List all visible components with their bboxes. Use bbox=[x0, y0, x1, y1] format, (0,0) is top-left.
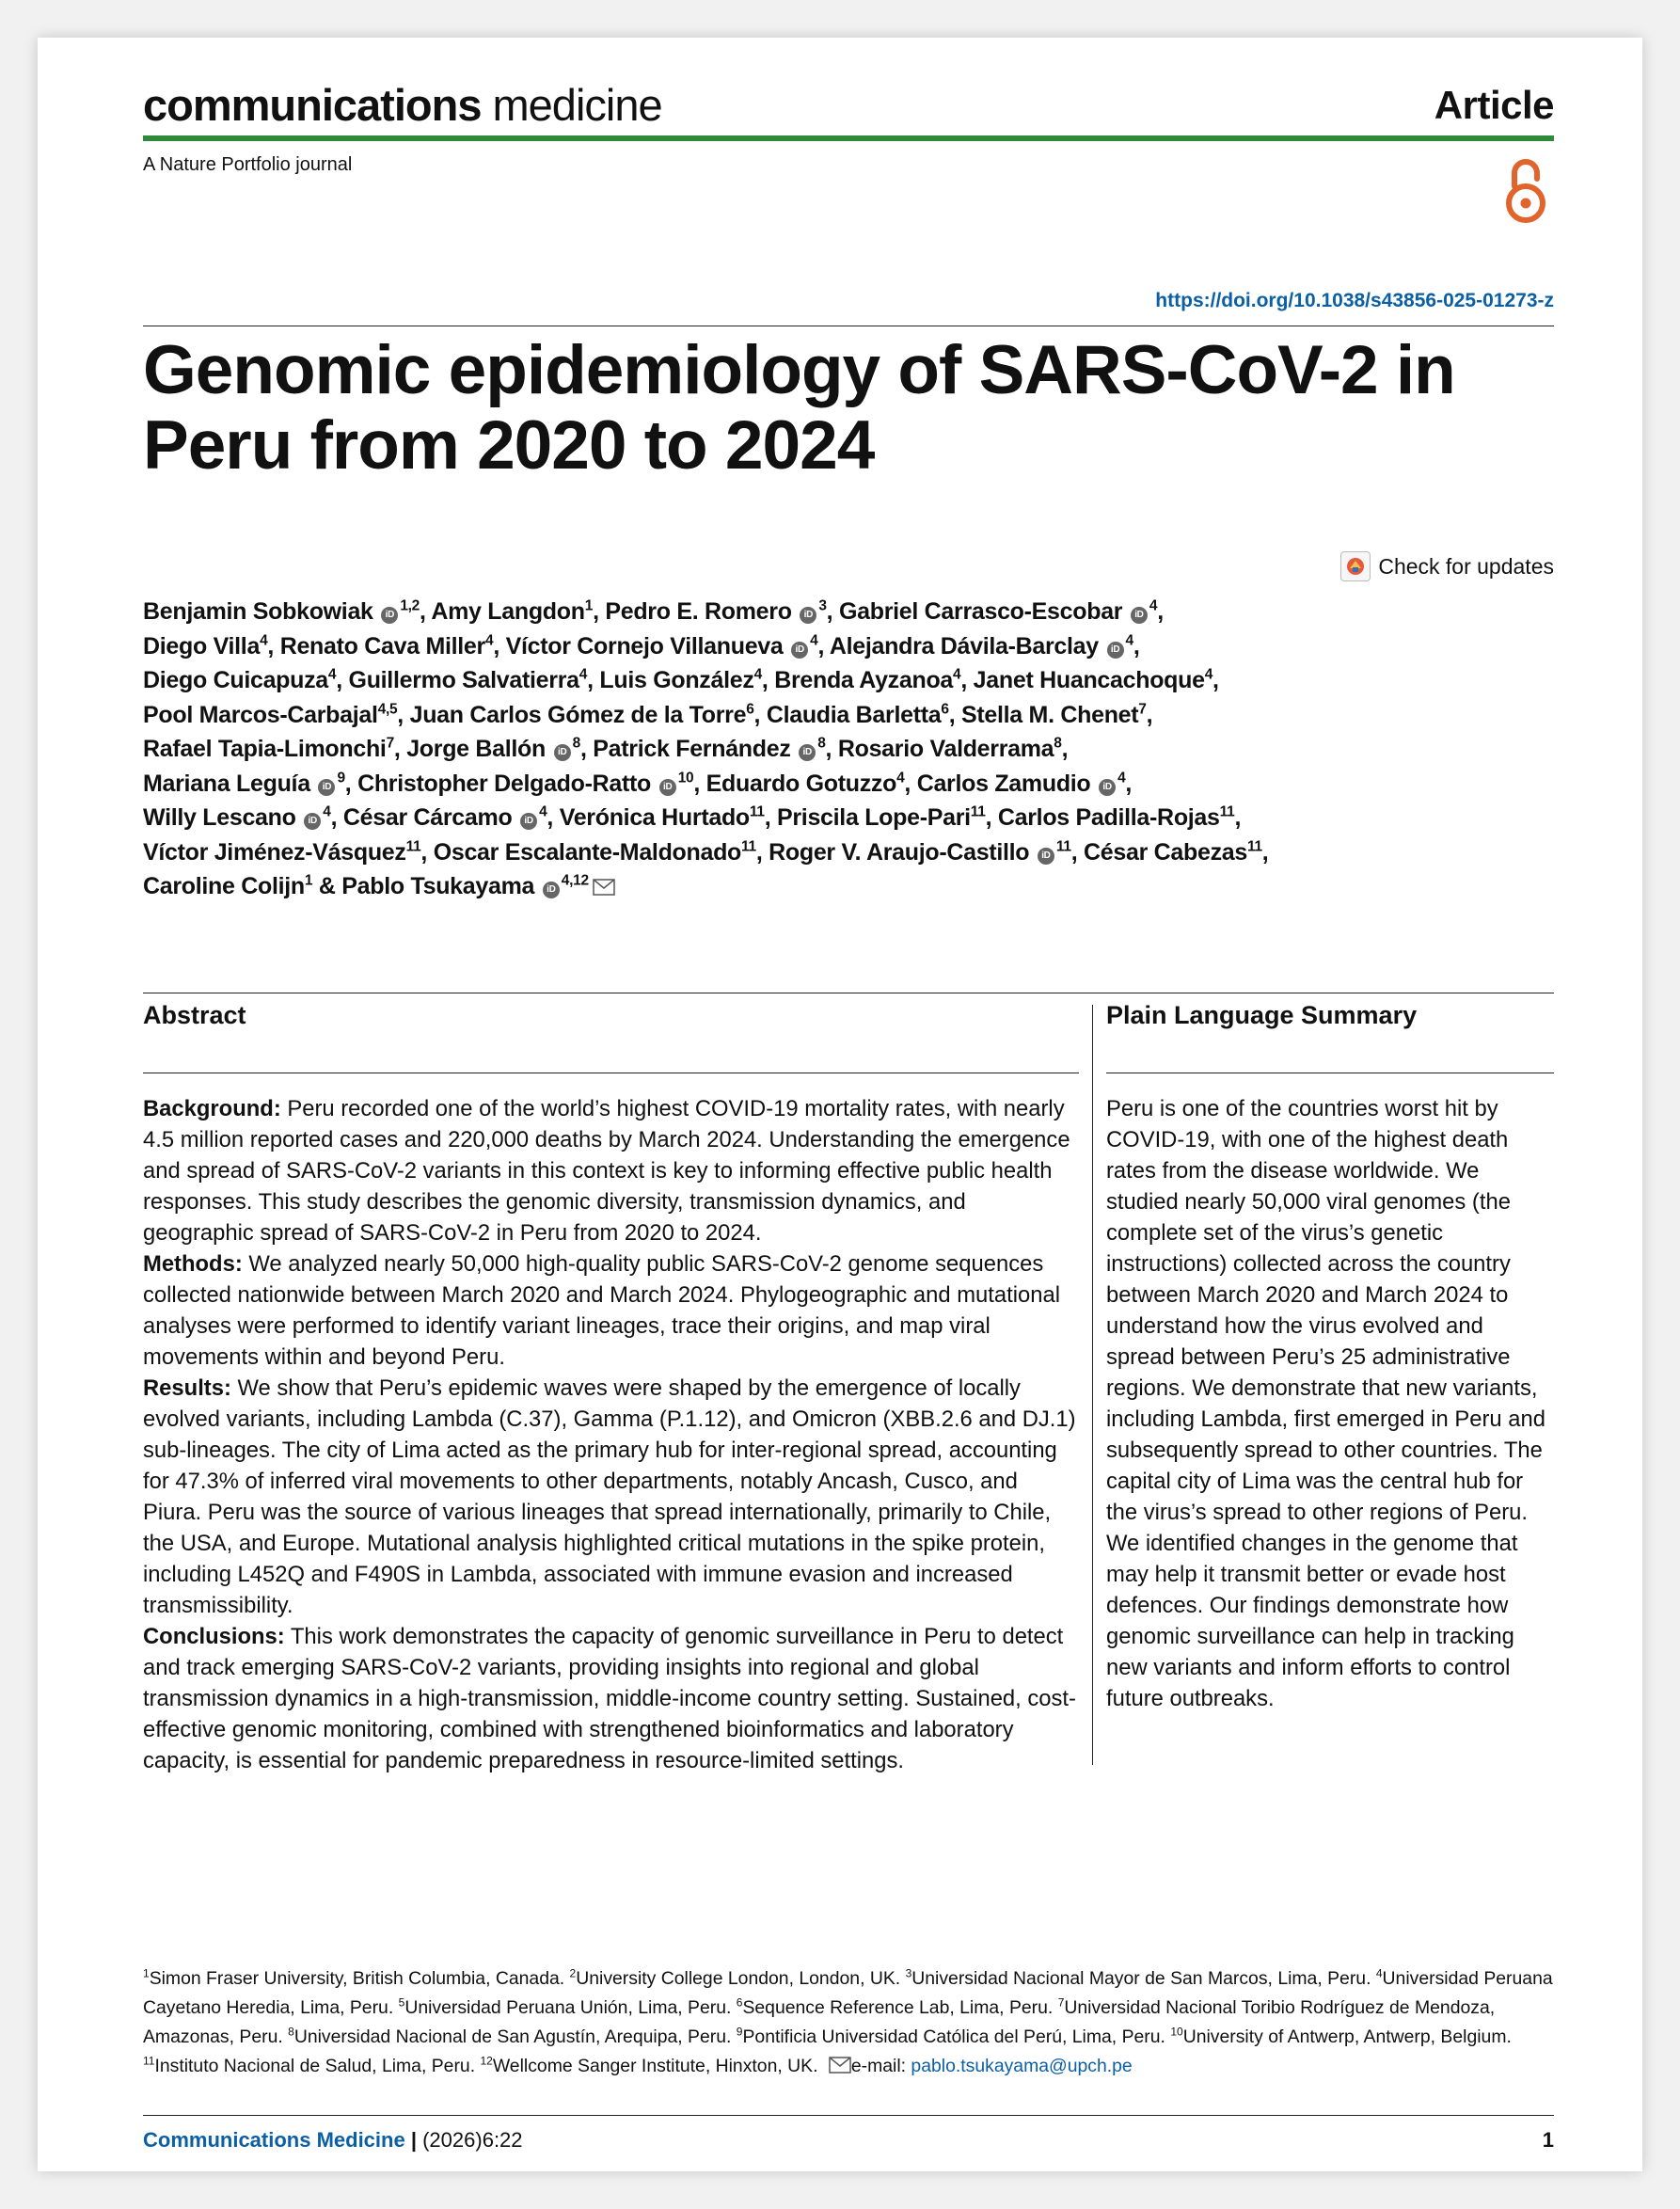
article-type-label: Article bbox=[1434, 83, 1554, 127]
affiliation-text: Universidad Peruana Cayetano Heredia, Lima, Peru. bbox=[143, 1968, 1553, 2018]
author-name[interactable]: Mariana Leguía bbox=[143, 770, 310, 797]
affiliation-superscript: 8 bbox=[817, 735, 826, 752]
affiliations bbox=[143, 1964, 1554, 2081]
orcid-icon[interactable]: iD bbox=[659, 779, 676, 796]
author-name[interactable]: Carlos Padilla-Rojas bbox=[997, 804, 1220, 831]
author-name[interactable]: Víctor Jiménez-Vásquez bbox=[143, 838, 406, 866]
affiliation-superscript: 6 bbox=[746, 701, 754, 718]
page-number: 1 bbox=[1542, 2128, 1554, 2152]
affiliation-text: Wellcome Sanger Institute, Hinxton, UK. bbox=[492, 2056, 823, 2076]
affiliation-superscript: 11 bbox=[1219, 803, 1235, 820]
affiliation-superscript: 11 bbox=[749, 803, 765, 820]
header-rule bbox=[143, 135, 1554, 141]
abstract-results: Results: We show that Peru’s epidemic waves were shaped by the emergence of locally evolved variants, including Lambda (C.37), Gamma (P.1.12), and Omicron (XBB.2.6 and DJ.1) sub-lineages. The city of Lima acted as the primary hub for inter-regional spread, accounting for 47.3% of inferred viral movements to other departments, notably Ancash, Cusco, and Piura. Peru was the source of various lineages that spread internationally, primarily to Chile, the USA, and Europe. Mutational analysis highlighted critical mutations in the spike protein, including L452Q and F490S in Lambda, associated with immune evasion and increased transmissibility. bbox=[143, 1375, 1076, 1618]
author-name[interactable]: Claudia Barletta bbox=[766, 701, 942, 728]
footer-journal: Communications Medicine bbox=[143, 2128, 405, 2152]
affiliation-number: 5 bbox=[398, 1995, 405, 2010]
orcid-icon[interactable]: iD bbox=[554, 744, 571, 761]
abstract-body bbox=[143, 1093, 1079, 1776]
author-name[interactable]: Janet Huancachoque bbox=[973, 667, 1205, 693]
author-line: Caroline Colijn$^1$ & Pablo Tsukayama iD$^{4,12}$ bbox=[143, 869, 1554, 904]
affiliation-superscript: 11 bbox=[405, 838, 421, 855]
affiliation-text: Instituto Nacional de Salud, Lima, Peru. bbox=[154, 2056, 481, 2076]
author-name[interactable]: Diego Villa bbox=[143, 632, 261, 660]
affiliation-superscript: 4 bbox=[953, 666, 961, 683]
affiliation-superscript: 8 bbox=[1054, 735, 1062, 752]
affiliation-superscript: 4 bbox=[484, 632, 494, 649]
affiliation-number: 10 bbox=[1170, 2025, 1183, 2039]
author-line: Pool Marcos-Carbajal$^{4,5}$, Juan Carlos Gómez de la Torre$^6$, Claudia Barletta$^6$, Stella M. Chenet$^7$, bbox=[143, 701, 1153, 728]
abstract-methods: Methods: We analyzed nearly 50,000 high-quality public SARS-CoV-2 genome sequences collected nationwide between March 2020 and March 2024. Phylogeographic and mutational analyses were performed to identify variant lineages, trace their origins, and map viral movements within and beyond Peru. bbox=[143, 1251, 1060, 1370]
affiliation-number: 11 bbox=[143, 2054, 155, 2068]
affiliation-text: University of Antwerp, Antwerp, Belgium. bbox=[1182, 2026, 1512, 2047]
affiliation-superscript: 4 bbox=[1204, 666, 1213, 683]
orcid-icon[interactable]: iD bbox=[791, 642, 808, 659]
abstract-heading: Abstract bbox=[143, 1001, 246, 1029]
affiliation-text: University College London, London, UK. bbox=[576, 1968, 906, 1989]
envelope-icon bbox=[829, 2057, 851, 2074]
author-name[interactable]: Juan Carlos Gómez de la Torre bbox=[409, 701, 747, 728]
author-name[interactable]: Diego Cuicapuza bbox=[143, 667, 328, 693]
affiliation-superscript: 9 bbox=[337, 770, 345, 787]
affiliation-superscript: 11 bbox=[1055, 838, 1071, 855]
affiliation-number: 3 bbox=[905, 1966, 912, 1980]
plain-summary-body: Peru is one of the countries worst hit by COVID-19, with one of the highest death rates from the disease worldwide. We studied nearly 50,000 viral genomes (the complete set of the virus’s genetic instructions) collected across the country between March 2020 and March 2024 to understand how the virus evolved and spread between Peru’s 25 administrative regions. We demonstrate that new variants, including Lambda, first emerged in Peru and subsequently spread to other countries. The capital city of Lima was the central hub for the virus’s spread to other regions of Peru. We identified changes in the genome that may help it transmit better or evade host defences. Our findings demonstrate how genomic surveillance can help in tracking new variants and inform efforts to control future outbreaks. bbox=[1106, 1096, 1545, 1711]
affiliation-text: Universidad Nacional Mayor de San Marcos, Lima, Peru. bbox=[911, 1968, 1376, 1989]
author-name[interactable]: Pablo Tsukayama bbox=[341, 873, 535, 899]
author-name[interactable]: Carlos Zamudio bbox=[916, 770, 1091, 797]
check-updates-label: Check for updates bbox=[1378, 553, 1554, 579]
footer-citation: Communications Medicine | (2026)6:22 bbox=[143, 2128, 523, 2152]
affiliation-superscript: 3 bbox=[818, 597, 827, 614]
affiliation-superscript: 11 bbox=[1246, 838, 1262, 855]
author-name[interactable]: Benjamin Sobkowiak bbox=[143, 598, 373, 625]
author-line: Víctor Jiménez-Vásquez$^{11}$, Oscar Escalante-Maldonado$^{11}$, Roger V. Araujo-Castillo $iD^{11}$, César Cabezas$^{11}$, bbox=[143, 838, 1269, 866]
author-name[interactable]: Pedro E. Romero bbox=[605, 598, 792, 625]
author-name[interactable]: Alejandra Dávila-Barclay bbox=[829, 632, 1099, 660]
author-name[interactable]: Rosario Valderrama bbox=[837, 736, 1054, 762]
affiliation-superscript: 4 bbox=[896, 770, 905, 787]
affiliation-superscript: 6 bbox=[941, 701, 949, 718]
paper-page bbox=[38, 38, 1642, 2171]
author-name[interactable]: César Cabezas bbox=[1084, 838, 1247, 866]
affiliation-text: Sequence Reference Lab, Lima, Peru. bbox=[742, 1997, 1058, 2018]
author-name[interactable]: Christopher Delgado-Ratto bbox=[357, 770, 652, 797]
affiliation-number: 6 bbox=[736, 1995, 743, 2010]
author-name[interactable]: Luis González bbox=[599, 667, 754, 693]
orcid-icon[interactable]: iD bbox=[304, 813, 321, 830]
author-name[interactable]: Oscar Escalante-Maldonado bbox=[433, 838, 742, 866]
affiliation-number: 8 bbox=[288, 2025, 294, 2039]
affiliation-superscript: 1 bbox=[584, 597, 594, 614]
author-name[interactable]: Stella M. Chenet bbox=[961, 701, 1139, 728]
affiliation-superscript: 4 bbox=[578, 666, 588, 683]
author-line: Rafael Tapia-Limonchi$^7$, Jorge Ballón $iD^8$, Patrick Fernández $iD^8$, Rosario Valderrama$^8$, bbox=[143, 735, 1069, 762]
affiliation-superscript: 1,2 bbox=[400, 597, 420, 614]
author-name[interactable]: Víctor Cornejo Villanueva bbox=[505, 632, 784, 660]
author-name[interactable]: Willy Lescano bbox=[143, 804, 296, 831]
affiliation-superscript: 11 bbox=[741, 838, 756, 855]
affiliation-superscript: 10 bbox=[677, 770, 694, 787]
affiliation-superscript: 7 bbox=[386, 735, 394, 752]
affiliation-superscript: 4 bbox=[539, 803, 547, 820]
affiliation-superscript: 8 bbox=[572, 735, 580, 752]
author-name[interactable]: Brenda Ayzanoa bbox=[774, 667, 954, 693]
affiliation-text: Simon Fraser University, British Columbia, Canada. bbox=[149, 1968, 570, 1989]
abstract-background: Background: Peru recorded one of the world’s highest COVID-19 mortality rates, with nearly 4.5 million reported cases and 220,000 deaths by March 2024. Understanding the emergence and spread of SARS-CoV-2 variants in this context is key to informing effective public health responses. This study describes the genomic diversity, transmission dynamics, and geographic spread of SARS-CoV-2 in Peru from 2020 to 2024. bbox=[143, 1096, 1070, 1246]
affiliation-superscript: 4 bbox=[323, 803, 331, 820]
author-name[interactable]: Priscila Lope-Pari bbox=[777, 804, 971, 831]
envelope-icon[interactable] bbox=[593, 879, 615, 896]
doi-link[interactable]: https://doi.org/10.1038/s43856-025-01273-z bbox=[1155, 290, 1554, 311]
affiliation-number: 12 bbox=[480, 2054, 493, 2068]
author-line: Mariana Leguía $iD^9$, Christopher Delgado-Ratto $iD^{10}$, Eduardo Gotuzzo$^4$, Carlos Zamudio $iD^4$, bbox=[143, 770, 1133, 797]
author-name[interactable]: César Cárcamo bbox=[342, 804, 513, 831]
affiliation-number: 4 bbox=[1375, 1966, 1383, 1980]
affiliation-number: 1 bbox=[143, 1966, 150, 1980]
column-divider bbox=[1092, 1005, 1093, 1765]
orcid-icon[interactable]: iD bbox=[1099, 779, 1116, 796]
affiliation-text: Universidad Nacional Toribio Rodríguez de Mendoza, Amazonas, Peru. bbox=[143, 1997, 1496, 2047]
affiliation-superscript: 4 bbox=[1125, 632, 1133, 649]
open-access-icon bbox=[1503, 154, 1548, 226]
orcid-icon[interactable]: iD bbox=[800, 607, 816, 624]
author-line: Willy Lescano $iD^4$, César Cárcamo $iD^4$, Verónica Hurtado$^{11}$, Priscila Lope-Pari$^{11}$, Carlos Padilla-Rojas$^{11}$, bbox=[143, 803, 1242, 831]
author-name[interactable]: Patrick Fernández bbox=[593, 736, 791, 762]
orcid-icon[interactable]: iD bbox=[543, 882, 560, 898]
affiliation-superscript: 4 bbox=[260, 632, 268, 649]
footer-volume: (2026)6:22 bbox=[422, 2128, 523, 2152]
page-title: Genomic epidemiology of SARS-CoV-2 in Peru from 2020 to 2024 bbox=[143, 332, 1455, 484]
affiliation-superscript: 4 bbox=[753, 666, 762, 683]
affiliation-superscript: 7 bbox=[1138, 701, 1147, 718]
author-name[interactable]: Eduardo Gotuzzo bbox=[705, 770, 897, 797]
orcid-icon[interactable]: iD bbox=[799, 744, 816, 761]
author-name[interactable]: Renato Cava Miller bbox=[279, 632, 485, 660]
footer-rule bbox=[143, 2115, 1554, 2116]
affiliation-superscript: 4 bbox=[1117, 770, 1126, 787]
email-label: e-mail: bbox=[850, 2056, 907, 2076]
orcid-icon[interactable]: iD bbox=[318, 779, 335, 796]
author-name[interactable]: Jorge Ballón bbox=[406, 736, 547, 762]
affiliation-number: 7 bbox=[1057, 1995, 1065, 2010]
author-name[interactable]: Rafael Tapia-Limonchi bbox=[143, 736, 387, 762]
affiliation-superscript: 1 bbox=[304, 872, 313, 889]
affiliation-superscript: 4 bbox=[327, 666, 337, 683]
author-line: Benjamin Sobkowiak iD$^{1,2}$, Amy Langdon$^1$, Pedro E. Romero $iD^3$, Gabriel Carrasco-Escobar $iD^4$, bbox=[143, 597, 1164, 625]
affiliation-superscript: 4,12 bbox=[561, 872, 589, 889]
orcid-icon[interactable]: iD bbox=[520, 813, 537, 830]
author-name[interactable]: Verónica Hurtado bbox=[559, 804, 750, 831]
affiliation-text: Universidad Peruana Unión, Lima, Peru. bbox=[404, 1997, 737, 2018]
author-name[interactable]: Pool Marcos-Carbajal bbox=[143, 701, 378, 728]
author-line: Diego Villa$^4$, Renato Cava Miller$^4$, Víctor Cornejo Villanueva $iD^4$, Alejandra Dávila-Barclay $iD^4$, bbox=[143, 632, 1140, 660]
affiliation-text: Universidad Nacional de San Agustín, Arequipa, Peru. bbox=[293, 2026, 737, 2047]
affiliation-superscript: 4 bbox=[810, 632, 818, 649]
author-list bbox=[143, 595, 1554, 904]
abstract-conclusions: Conclusions: This work demonstrates the capacity of genomic surveillance in Peru to detect and track emerging SARS-CoV-2 variants, providing insights into regional and global transmission dynamics in a high-transmission, middle-income country setting. Sustained, cost-effective genomic monitoring, combined with strengthened bioinformatics and laboratory capacity, is essential for pandemic preparedness in resource-limited settings. bbox=[143, 1624, 1076, 1773]
plain-summary-heading: Plain Language Summary bbox=[1106, 1001, 1418, 1029]
author-name[interactable]: Guillermo Salvatierra bbox=[348, 667, 579, 693]
portfolio-label: A Nature Portfolio journal bbox=[143, 154, 353, 175]
orcid-icon[interactable]: iD bbox=[1131, 607, 1148, 624]
affiliation-superscript: 4,5 bbox=[377, 701, 398, 718]
orcid-icon[interactable]: iD bbox=[381, 607, 398, 624]
author-name[interactable]: Roger V. Araujo-Castillo bbox=[769, 838, 1030, 866]
affiliation-number: 9 bbox=[736, 2025, 743, 2039]
affiliation-number: 2 bbox=[569, 1966, 577, 1980]
email-link[interactable]: pablo.tsukayama@upch.pe bbox=[911, 2056, 1133, 2076]
author-line: Diego Cuicapuza$^4$, Guillermo Salvatierra$^4$, Luis González$^4$, Brenda Ayzanoa$^4$, Janet Huancachoque$^4$, bbox=[143, 666, 1219, 693]
author-name[interactable]: Gabriel Carrasco-Escobar bbox=[838, 598, 1123, 625]
affiliation-superscript: 4 bbox=[1149, 597, 1158, 614]
check-for-updates-button[interactable] bbox=[1340, 551, 1554, 581]
affiliation-text: Pontificia Universidad Católica del Perú, Lima, Peru. bbox=[742, 2026, 1171, 2047]
affiliation-superscript: 11 bbox=[970, 803, 986, 820]
check-updates-icon bbox=[1340, 551, 1371, 581]
author-name[interactable]: Amy Langdon bbox=[431, 598, 585, 625]
orcid-icon[interactable]: iD bbox=[1107, 642, 1124, 659]
author-name[interactable]: Caroline Colijn bbox=[143, 873, 305, 899]
journal-name: communications medicine bbox=[143, 80, 662, 130]
orcid-icon[interactable]: iD bbox=[1038, 848, 1054, 865]
